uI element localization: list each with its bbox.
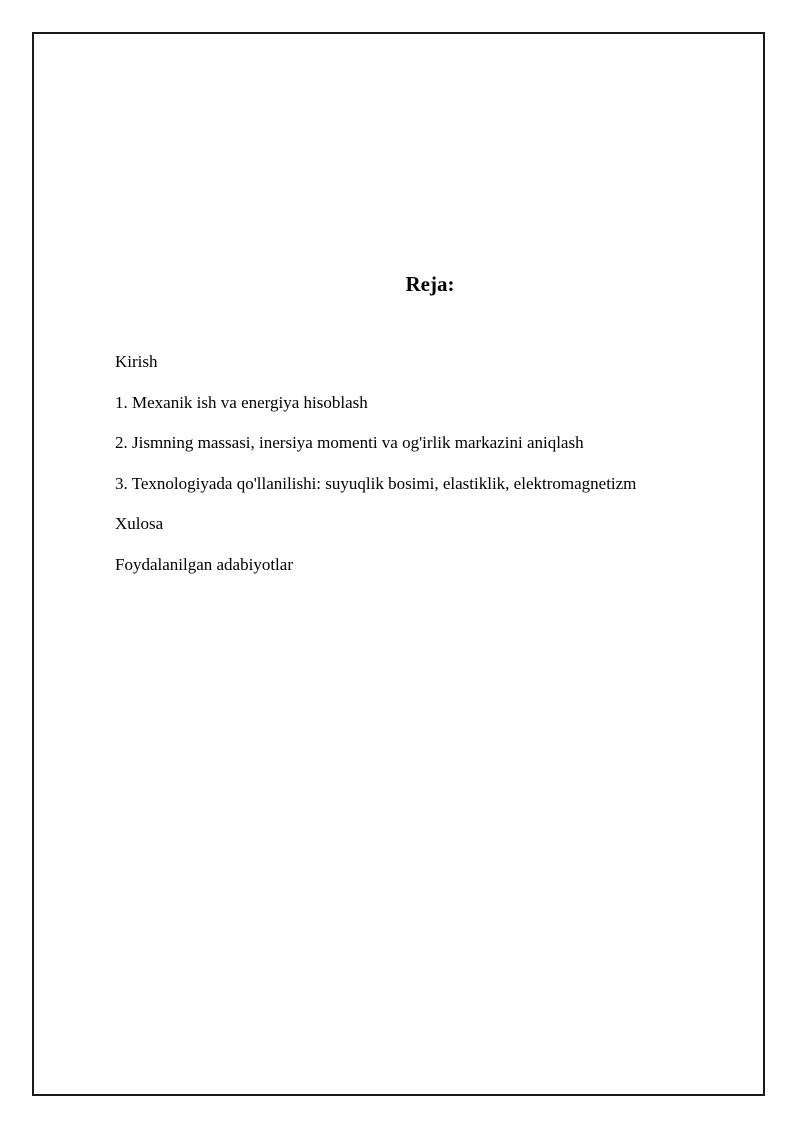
toc-item-conclusion: Xulosa [115,514,164,533]
toc-item-introduction: Kirish [115,352,158,371]
toc-item-section-1: 1. Mexanik ish va energiya hisoblash [115,392,368,412]
page-title: Reja: [405,272,455,296]
toc-item-section-3: 3. Texnologiyada qo'llanilishi: suyuqlik bosimi, elastiklik, elektromagnetizm [115,473,637,493]
toc-item-section-2: 2. Jismning massasi, inersiya momenti va og'irlik markazini aniqlash [115,433,584,452]
toc-item-references: Foydalanilgan adabiyotlar [115,554,293,574]
table-of-contents [115,350,636,593]
